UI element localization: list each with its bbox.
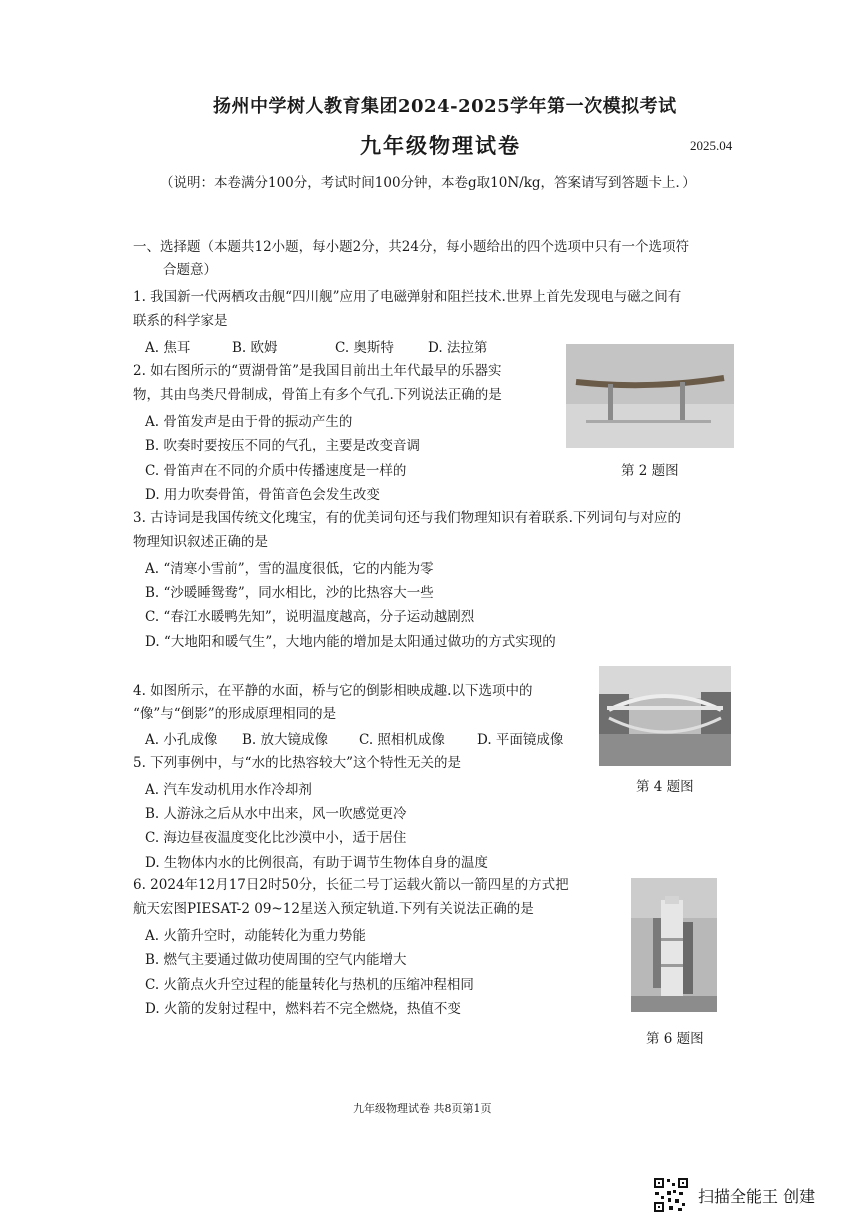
q3-option-b: B. “沙暖睡鸳鸯”，同水相比，沙的比热容大一些 <box>145 585 434 601</box>
q2-option-d: D. 用力吹奏骨笛，骨笛音色会发生改变 <box>145 487 380 503</box>
q4-option-d: D. 平面镜成像 <box>477 732 564 748</box>
q4-stem-line1: 4. 如图所示，在平静的水面，桥与它的倒影相映成趣.以下选项中的 <box>133 683 533 699</box>
q1-stem-line2: 联系的科学家是 <box>133 313 228 329</box>
q1-option-c: C. 奥斯特 <box>335 340 394 356</box>
bone-flute-figure <box>566 344 734 448</box>
exam-title: 扬州中学树人教育集团2024-2025学年第一次模拟考试 <box>213 96 677 117</box>
exam-subtitle: 九年级物理试卷 <box>360 133 521 158</box>
exam-date: 2025.04 <box>690 138 733 153</box>
page-footer: 九年级物理试卷 共8页第1页 <box>353 1102 492 1115</box>
q6-stem-line1: 6. 2024年12月17日2时50分，长征二号丁运载火箭以一箭四星的方式把 <box>133 877 569 893</box>
q1-option-b: B. 欧姆 <box>232 340 278 356</box>
q3-option-c: C. “春江水暖鸭先知”，说明温度越高，分子运动越剧烈 <box>145 609 475 625</box>
qr-code-icon <box>653 1177 689 1213</box>
q6-option-c: C. 火箭点火升空过程的能量转化与热机的压缩冲程相同 <box>145 977 474 993</box>
q6-option-d: D. 火箭的发射过程中，燃料若不完全燃烧，热值不变 <box>145 1001 461 1017</box>
exam-instructions: （说明：本卷满分100分，考试时间100分钟，本卷g取10N/kg，答案请写到答题卡上．） <box>160 175 696 191</box>
q5-option-d: D. 生物体内水的比例很高，有助于调节生物体自身的温度 <box>145 855 488 871</box>
q5-option-a: A. 汽车发动机用水作冷却剂 <box>145 782 312 798</box>
section-heading-line1: 一、选择题（本题共12小题，每小题2分，共24分，每小题给出的四个选项中只有一个选项符 <box>133 239 689 255</box>
q1-option-d: D. 法拉第 <box>428 340 488 356</box>
q6-stem-line2: 航天宏图PIESAT-2 09~12星送入预定轨道.下列有关说法正确的是 <box>133 901 534 917</box>
q1-option-a: A. 焦耳 <box>145 340 191 356</box>
q5-option-c: C. 海边昼夜温度变化比沙漠中小，适于居住 <box>145 830 407 846</box>
scanner-watermark-label: 扫描全能王 创建 <box>698 1187 816 1206</box>
q4-option-a: A. 小孔成像 <box>145 732 218 748</box>
bridge-drawing <box>599 666 731 766</box>
q6-figure-caption: 第 6 题图 <box>646 1031 704 1047</box>
rocket-launch-figure <box>631 878 717 1012</box>
q3-option-d: D. “大地阳和暖气生”，大地内能的增加是太阳通过做功的方式实现的 <box>145 634 556 650</box>
q2-stem-line1: 2. 如右图所示的“贾湖骨笛”是我国目前出土年代最早的乐器实 <box>133 363 502 379</box>
bridge-reflection-figure <box>599 666 731 766</box>
q4-option-c: C. 照相机成像 <box>359 732 445 748</box>
q5-stem-line1: 5. 下列事例中，与“水的比热容较大”这个特性无关的是 <box>133 755 461 771</box>
section-heading-line2: 合题意） <box>163 262 217 278</box>
q4-option-b: B. 放大镜成像 <box>242 732 329 748</box>
q2-option-b: B. 吹奏时要按压不同的气孔，主要是改变音调 <box>145 438 421 454</box>
bone-flute-drawing <box>566 344 734 448</box>
q6-option-a: A. 火箭升空时，动能转化为重力势能 <box>145 928 366 944</box>
q6-option-b: B. 燃气主要通过做功使周围的空气内能增大 <box>145 952 407 968</box>
q2-stem-line2: 物，其由鸟类尺骨制成，骨笛上有多个气孔.下列说法正确的是 <box>133 387 502 403</box>
q3-option-a: A. “清寒小雪前”，雪的温度很低，它的内能为零 <box>145 561 434 577</box>
q2-figure-caption: 第 2 题图 <box>621 463 679 479</box>
q2-option-c: C. 骨笛声在不同的介质中传播速度是一样的 <box>145 463 407 479</box>
q5-option-b: B. 人游泳之后从水中出来，风一吹感觉更冷 <box>145 806 407 822</box>
q3-stem-line2: 物理知识叙述正确的是 <box>133 534 268 550</box>
q4-stem-line2: “像”与“倒影”的形成原理相同的是 <box>133 706 337 722</box>
rocket-drawing <box>631 878 717 1012</box>
q3-stem-line1: 3. 古诗词是我国传统文化瑰宝，有的优美词句还与我们物理知识有着联系.下列词句与对应的 <box>133 510 681 526</box>
q4-figure-caption: 第 4 题图 <box>636 779 694 795</box>
q1-stem-line1: 1. 我国新一代两栖攻击舰“四川舰”应用了电磁弹射和阻拦技术.世界上首先发现电与磁之间有 <box>133 289 682 305</box>
q2-option-a: A. 骨笛发声是由于骨的振动产生的 <box>145 414 353 430</box>
